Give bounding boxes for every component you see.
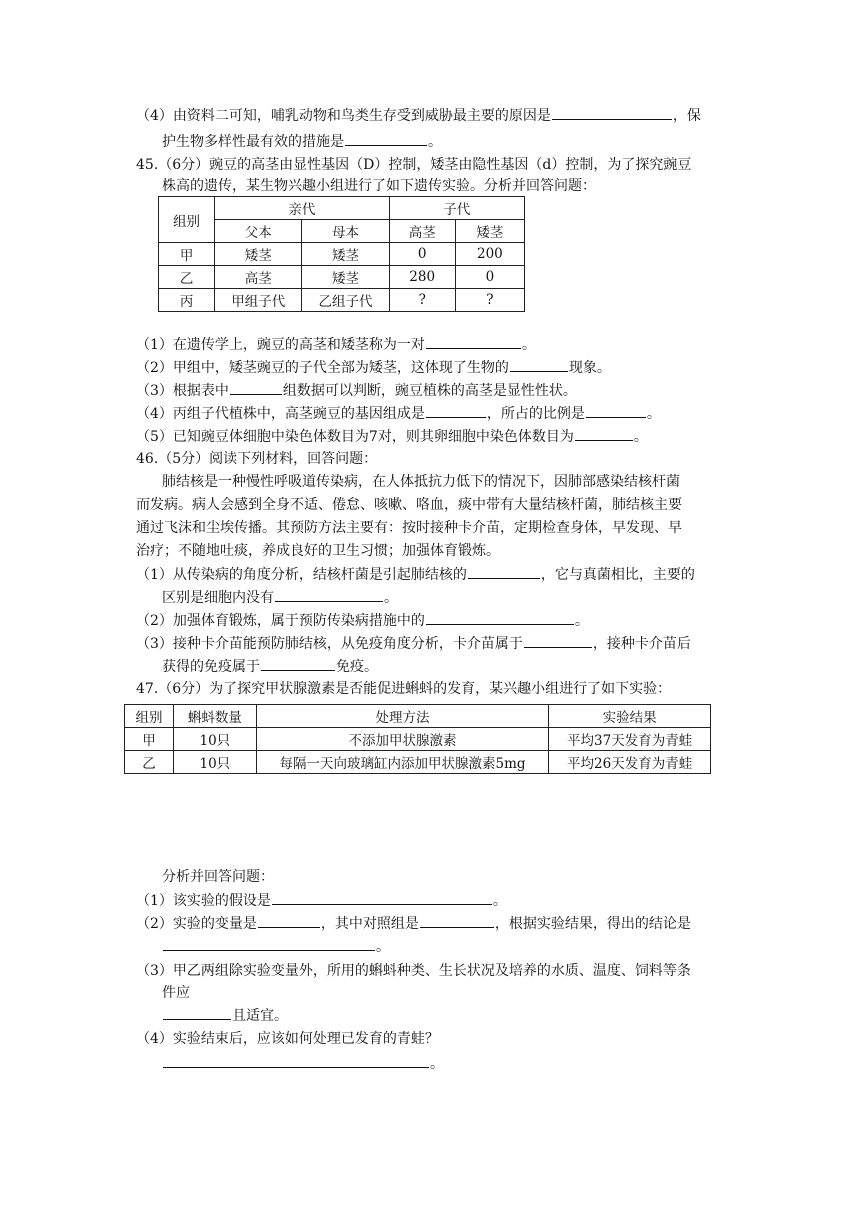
answer-blank[interactable]	[230, 380, 282, 395]
q45-2-text-a: （2）甲组中，矮茎豌豆的子代全部为矮茎，这体现了生物的	[136, 360, 509, 376]
q46-passage-line4: 治疗；不随地吐痰，养成良好的卫生习惯；加强体育锻炼。	[136, 543, 500, 559]
table-header: 实验结果	[549, 705, 711, 728]
table-cell: 平均26天发育为青蛙	[549, 751, 711, 774]
table-subheader: 高茎	[389, 220, 455, 243]
answer-blank[interactable]	[258, 913, 320, 928]
table-cell: 280	[389, 266, 455, 289]
q45-4-text-b: ，所占的比例是	[486, 406, 585, 422]
q46-3-line1	[136, 633, 691, 654]
q44-4-line1	[136, 105, 701, 126]
q47-table	[124, 704, 711, 774]
table-cell: 0	[389, 243, 455, 266]
answer-blank[interactable]	[426, 403, 486, 418]
answer-blank[interactable]	[275, 587, 383, 602]
q47-2-line2	[162, 936, 390, 957]
table-cell: 甲	[125, 728, 174, 751]
q46-passage-line3: 通过飞沫和尘埃传播。其预防方法主要有：按时接种卡介苗，定期检查身体，早发现、早	[136, 520, 682, 536]
answer-blank[interactable]	[575, 426, 633, 441]
q46-intro: 46.（5分）阅读下列材料，回答问题：	[136, 451, 378, 467]
q47-2-line1	[136, 913, 691, 934]
q45-5-text-b: 。	[633, 429, 648, 445]
q46-passage-line2: 而发病。病人会感到全身不适、倦怠、咳嗽、咯血，痰中带有大量结核杆菌，肺结核主要	[136, 497, 682, 513]
q46-1-line1	[136, 564, 695, 585]
table-cell: 0	[455, 266, 524, 289]
q47-2-text-d: 。	[376, 939, 390, 955]
table-row	[159, 266, 525, 289]
table-row	[125, 728, 711, 751]
table-header-group: 组别	[159, 197, 215, 243]
answer-blank[interactable]	[345, 131, 427, 146]
q46-3-line2	[162, 656, 378, 677]
table-row	[159, 289, 525, 312]
table-cell: ?	[389, 289, 455, 312]
q44-4-text-d: 。	[428, 134, 442, 150]
q46-1-text-d: 。	[384, 590, 398, 606]
q45-3-text-a: （3）根据表中	[136, 383, 229, 399]
q47-1-text-a: （1）该实验的假设是	[136, 893, 271, 909]
table-cell: 200	[455, 243, 524, 266]
q47-3-line2: 件应	[162, 985, 190, 1001]
table-cell: 甲	[159, 243, 215, 266]
q45-table	[158, 196, 525, 312]
q45-4	[136, 403, 661, 424]
table-subheader: 父本	[215, 220, 302, 243]
table-header: 蝌蚪数量	[173, 705, 256, 728]
answer-blank[interactable]	[426, 610, 574, 625]
q45-4-text-a: （4）丙组子代植株中，高茎豌豆的基因组成是	[136, 406, 425, 422]
q46-2-text-a: （2）加强体育锻炼，属于预防传染病措施中的	[136, 613, 425, 629]
q46-1-text-a: （1）从传染病的角度分析，结核杆菌是引起肺结核的	[136, 567, 467, 583]
answer-blank[interactable]	[261, 656, 335, 671]
table-subheader: 母本	[302, 220, 389, 243]
table-cell: ?	[455, 289, 524, 312]
answer-blank[interactable]	[426, 334, 521, 349]
answer-blank[interactable]	[272, 890, 492, 905]
table-cell: 矮茎	[302, 243, 389, 266]
table-cell: 平均37天发育为青蛙	[549, 728, 711, 751]
q45-3	[136, 380, 577, 401]
q47-4-text-b: 。	[430, 1056, 444, 1072]
q47-1	[136, 890, 507, 911]
q44-4-text-a: （4）由资料二可知，哺乳动物和鸟类生存受到威胁最主要的原因是	[136, 108, 551, 124]
q45-5	[136, 426, 648, 447]
answer-blank[interactable]	[586, 403, 646, 418]
q47-3-line3	[162, 1005, 288, 1026]
q46-1-text-c: 区别是细胞内没有	[162, 590, 274, 606]
answer-blank[interactable]	[420, 913, 494, 928]
table-subheader: 矮茎	[455, 220, 524, 243]
q47-intro: 47.（6分）为了探究甲状腺激素是否能促进蝌蚪的发育，某兴趣小组进行了如下实验：	[136, 681, 672, 697]
q44-4-text-c: 护生物多样性最有效的措施是	[162, 134, 344, 150]
q47-4-line1: （4）实验结束后，应该如何处理已发育的青蛙？	[136, 1031, 439, 1047]
q45-intro-line1: 45.（6分）豌豆的高茎由显性基因（D）控制，矮茎由隐性基因（d）控制，为了探究豌豆	[136, 157, 692, 173]
table-header: 处理方法	[256, 705, 548, 728]
table-cell: 高茎	[215, 266, 302, 289]
q44-4-text-b: ，保	[672, 108, 701, 124]
q47-analyze: 分析并回答问题：	[162, 869, 274, 885]
q46-passage-line1: 肺结核是一种慢性呼吸道传染病，在人体抵抗力低下的情况下，因肺部感染结核杆菌	[162, 474, 680, 490]
q45-4-text-c: 。	[646, 406, 661, 422]
q45-2	[136, 357, 611, 378]
q47-2-text-c: ，根据实验结果，得出的结论是	[494, 916, 691, 932]
q45-5-text-a: （5）已知豌豆体细胞中染色体数目为7对，则其卵细胞中染色体数目为	[136, 429, 574, 445]
table-cell: 乙	[159, 266, 215, 289]
table-cell: 矮茎	[215, 243, 302, 266]
q45-1-text-b: 。	[521, 337, 536, 353]
table-cell: 每隔一天向玻璃缸内添加甲状腺激素5mg	[256, 751, 548, 774]
answer-blank[interactable]	[552, 105, 672, 120]
q45-intro-line2: 株高的遗传，某生物兴趣小组进行了如下遗传实验。分析并回答问题：	[162, 178, 596, 194]
q45-1-text-a: （1）在遗传学上，豌豆的高茎和矮茎称为一对	[136, 337, 425, 353]
table-header: 组别	[125, 705, 174, 728]
table-cell: 10只	[173, 728, 256, 751]
q45-3-text-b: 组数据可以判断，豌豆植株的高茎是显性性状。	[282, 383, 577, 399]
q47-3-text-c: 且适宜。	[232, 1008, 288, 1024]
q46-3-text-d: 免疫。	[336, 659, 378, 675]
table-cell: 丙	[159, 289, 215, 312]
table-cell: 乙	[125, 751, 174, 774]
answer-blank[interactable]	[163, 1005, 231, 1020]
q47-2-text-a: （2）实验的变量是	[136, 916, 257, 932]
answer-blank[interactable]	[163, 936, 375, 951]
answer-blank[interactable]	[510, 357, 568, 372]
table-cell: 乙组子代	[302, 289, 389, 312]
table-row	[125, 751, 711, 774]
answer-blank[interactable]	[468, 564, 540, 579]
q46-1-text-b: ，它与真菌相比，主要的	[540, 567, 695, 583]
table-header-parents: 亲代	[215, 197, 389, 220]
table-row	[159, 243, 525, 266]
q47-2-text-b: ，其中对照组是	[320, 916, 419, 932]
q45-2-text-b: 现象。	[568, 360, 611, 376]
q46-3-text-b: ，接种卡介苗后	[592, 636, 691, 652]
q46-1-line2	[162, 587, 398, 608]
q47-1-text-b: 。	[492, 893, 507, 909]
answer-blank[interactable]	[163, 1053, 429, 1068]
q46-3-text-a: （3）接种卡介苗能预防肺结核，从免疫角度分析，卡介苗属于	[136, 636, 523, 652]
q47-4-line2	[162, 1053, 444, 1074]
q45-1	[136, 334, 536, 355]
q47-3-line1: （3）甲乙两组除实验变量外，所用的蝌蚪种类、生长状况及培养的水质、温度、饲料等条	[136, 963, 691, 979]
table-cell: 矮茎	[302, 266, 389, 289]
table-cell: 不添加甲状腺激素	[256, 728, 548, 751]
q46-2-text-b: 。	[574, 613, 589, 629]
table-cell: 10只	[173, 751, 256, 774]
table-header-offspring: 子代	[389, 197, 524, 220]
q46-3-text-c: 获得的免疫属于	[162, 659, 260, 675]
answer-blank[interactable]	[524, 633, 592, 648]
q46-2	[136, 610, 589, 631]
q44-4-line2	[162, 131, 442, 152]
table-cell: 甲组子代	[215, 289, 302, 312]
